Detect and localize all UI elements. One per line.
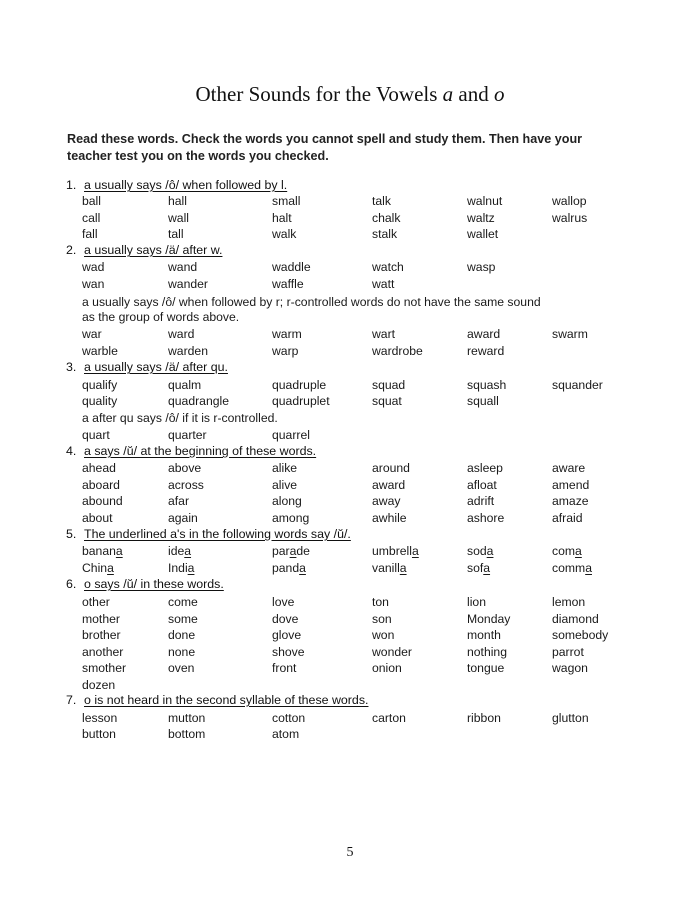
- word: squat: [372, 394, 402, 408]
- word: glutton: [552, 711, 589, 725]
- title-vowel-a: a: [442, 82, 454, 106]
- word: wad: [82, 260, 105, 274]
- word: adrift: [467, 494, 495, 508]
- word: halt: [272, 211, 292, 225]
- word: hall: [168, 194, 187, 208]
- word: other: [82, 595, 110, 609]
- word: walk: [272, 227, 297, 241]
- word: dozen: [82, 678, 116, 692]
- title-mid: and: [453, 82, 494, 106]
- word: along: [272, 494, 302, 508]
- word: lesson: [82, 711, 118, 725]
- word: ball: [82, 194, 101, 208]
- section-3-note: a after qu says /ô/ if it is r-controlled.: [82, 411, 278, 425]
- word: quarter: [168, 428, 207, 442]
- word: away: [372, 494, 401, 508]
- section-number: 2.: [66, 243, 77, 257]
- word: wagon: [552, 661, 588, 675]
- word: aware: [552, 461, 586, 475]
- word: smother: [82, 661, 127, 675]
- word: warm: [272, 327, 302, 341]
- word: wan: [82, 277, 105, 291]
- word: somebody: [552, 628, 609, 642]
- word: award: [372, 478, 406, 492]
- word: afloat: [467, 478, 497, 492]
- word: waltz: [467, 211, 495, 225]
- section-number: 7.: [66, 693, 77, 707]
- word: stalk: [372, 227, 398, 241]
- word: carton: [372, 711, 406, 725]
- word: ribbon: [467, 711, 501, 725]
- word: qualify: [82, 378, 118, 392]
- word: nothing: [467, 645, 507, 659]
- word: amaze: [552, 494, 589, 508]
- word: asleep: [467, 461, 503, 475]
- word: mutton: [168, 711, 206, 725]
- word: chalk: [372, 211, 401, 225]
- word: awhile: [372, 511, 407, 525]
- word: Monday: [467, 612, 511, 626]
- word: tall: [168, 227, 184, 241]
- word: parrot: [552, 645, 584, 659]
- word: walnut: [467, 194, 503, 208]
- word: again: [168, 511, 198, 525]
- word: wart: [372, 327, 396, 341]
- word: panda: [272, 561, 306, 575]
- word: quart: [82, 428, 110, 442]
- word: waffle: [272, 277, 304, 291]
- word: done: [168, 628, 196, 642]
- word: son: [372, 612, 392, 626]
- word: some: [168, 612, 198, 626]
- word: lemon: [552, 595, 586, 609]
- word: wallop: [552, 194, 587, 208]
- word: none: [168, 645, 196, 659]
- section-2-note-cont: as the group of words above.: [82, 310, 240, 324]
- word: bottom: [168, 727, 206, 741]
- instructions: Read these words. Check the words you cannot spell and study them. Then have your teacher test you on the words you checked.: [67, 132, 583, 163]
- word: above: [168, 461, 202, 475]
- word: wander: [168, 277, 208, 291]
- word: watt: [372, 277, 395, 291]
- section-number: 5.: [66, 527, 77, 541]
- word: wallet: [467, 227, 499, 241]
- word: comma: [552, 561, 592, 575]
- word: warp: [272, 344, 299, 358]
- section-number: 3.: [66, 360, 77, 374]
- word: ahead: [82, 461, 116, 475]
- word: month: [467, 628, 501, 642]
- word: squall: [467, 394, 499, 408]
- word: front: [272, 661, 297, 675]
- word: alive: [272, 478, 298, 492]
- word: banana: [82, 544, 123, 558]
- word: lion: [467, 595, 486, 609]
- word: glove: [272, 628, 302, 642]
- word: reward: [467, 344, 505, 358]
- word: button: [82, 727, 116, 741]
- section-number: 1.: [66, 178, 77, 192]
- word: another: [82, 645, 124, 659]
- word: quadrangle: [168, 394, 229, 408]
- word: across: [168, 478, 204, 492]
- word: afraid: [552, 511, 583, 525]
- word: fall: [82, 227, 98, 241]
- section-number: 4.: [66, 444, 77, 458]
- word: atom: [272, 727, 300, 741]
- word: mother: [82, 612, 120, 626]
- word: quarrel: [272, 428, 310, 442]
- word: tongue: [467, 661, 505, 675]
- word: umbrella: [372, 544, 419, 558]
- word: sofa: [467, 561, 491, 575]
- word: award: [467, 327, 501, 341]
- section-rule: o is not heard in the second syllable of these words.: [84, 693, 369, 707]
- word: ward: [168, 327, 195, 341]
- word: quality: [82, 394, 118, 408]
- section-rule: a usually says /ô/ when followed by l.: [84, 178, 288, 192]
- section-rule: The underlined a's in the following words say /ŭ/.: [84, 527, 351, 541]
- word: quadruple: [272, 378, 327, 392]
- word: brother: [82, 628, 121, 642]
- word: swarm: [552, 327, 588, 341]
- title-prefix: Other Sounds for the Vowels: [195, 82, 443, 106]
- word: call: [82, 211, 101, 225]
- word: ton: [372, 595, 389, 609]
- word: soda: [467, 544, 494, 558]
- word: warble: [82, 344, 118, 358]
- word: squad: [372, 378, 406, 392]
- word: among: [272, 511, 310, 525]
- title-vowel-o: o: [493, 82, 505, 106]
- word: diamond: [552, 612, 599, 626]
- word: coma: [552, 544, 582, 558]
- word: wonder: [372, 645, 412, 659]
- word: squash: [467, 378, 507, 392]
- word: shove: [272, 645, 305, 659]
- word: amend: [552, 478, 590, 492]
- word: abound: [82, 494, 123, 508]
- word: walrus: [552, 211, 588, 225]
- word: China: [82, 561, 114, 575]
- section-rule: a usually says /ä/ after w.: [84, 243, 223, 257]
- word: around: [372, 461, 410, 475]
- word: India: [168, 561, 195, 575]
- word: quadruplet: [272, 394, 330, 408]
- word: aboard: [82, 478, 120, 492]
- word: vanilla: [372, 561, 407, 575]
- section-rule: a says /ŭ/ at the beginning of these words.: [84, 444, 317, 458]
- section-2-note: a usually says /ô/ when followed by r; r-controlled words do not have the same sound: [82, 295, 541, 309]
- word: warden: [168, 344, 208, 358]
- word: oven: [168, 661, 195, 675]
- word: qualm: [168, 378, 202, 392]
- page-title: [0, 82, 700, 107]
- word: ashore: [467, 511, 505, 525]
- word: wasp: [467, 260, 496, 274]
- word: squander: [552, 378, 603, 392]
- word: parade: [272, 544, 310, 558]
- word: war: [82, 327, 102, 341]
- word: dove: [272, 612, 299, 626]
- word: idea: [168, 544, 192, 558]
- page-number: 5: [346, 845, 354, 860]
- word: love: [272, 595, 295, 609]
- word: onion: [372, 661, 402, 675]
- word: cotton: [272, 711, 306, 725]
- word: come: [168, 595, 198, 609]
- word: afar: [168, 494, 190, 508]
- word: talk: [372, 194, 391, 208]
- word: small: [272, 194, 301, 208]
- word: wall: [168, 211, 189, 225]
- word: wardrobe: [372, 344, 423, 358]
- word: wand: [168, 260, 198, 274]
- section-number: 6.: [66, 577, 77, 591]
- word: watch: [372, 260, 404, 274]
- word: alike: [272, 461, 298, 475]
- word: about: [82, 511, 113, 525]
- section-rule: o says /ŭ/ in these words.: [84, 577, 224, 591]
- section-rule: a usually says /ä/ after qu.: [84, 360, 228, 374]
- word: won: [372, 628, 395, 642]
- word: waddle: [272, 260, 311, 274]
